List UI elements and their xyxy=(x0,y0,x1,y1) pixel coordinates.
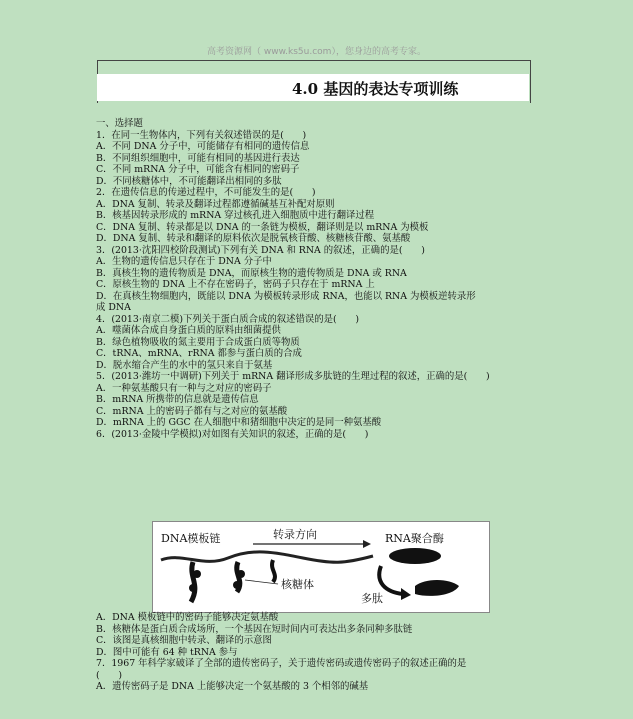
option-5b: B．mRNA 所携带的信息就是遗传信息 xyxy=(96,394,259,405)
ribosome-dot-4 xyxy=(233,581,241,589)
page-title: 4.0 基因的表达专项训练 xyxy=(292,80,459,98)
option-3b: B．真核生物的遗传物质是 DNA，而原核生物的遗传物质是 DNA 或 RNA xyxy=(96,267,407,279)
option-6b: B．核糖体是蛋白质合成场所，一个基因在短时间内可表达出多条同种多肽链 xyxy=(96,623,413,635)
option-1d: D．不同核糖体中，不可能翻译出相同的多肽 xyxy=(96,175,282,187)
section-heading: 一、选择题 xyxy=(96,118,143,129)
option-3d-cont: 成 DNA xyxy=(96,302,131,313)
option-2c: C．DNA 复制、转录都是以 DNA 的一条链为模板，翻译则是以 mRNA 为模板 xyxy=(96,221,429,233)
question-7: 7．1967 年科学家破译了全部的遗传密码子，关于遗传密码或遗传密码子的叙述正确的是 xyxy=(96,658,467,669)
question-4: 4．(2013·南京二模)下列关于蛋白质合成的叙述错误的是( ) xyxy=(96,313,360,325)
question-2: 2．在遗传信息的传递过程中，不可能发生的是( ) xyxy=(96,187,316,198)
option-1c: C．不同 mRNA 分子中，可能含有相同的密码子 xyxy=(96,164,300,175)
label-ribosome: 核糖体 xyxy=(281,578,314,591)
option-2d: D．DNA 复制、转录和翻译的原料依次是脱氧核苷酸、核糖核苷酸、氨基酸 xyxy=(96,233,411,244)
product-arrow-head xyxy=(401,588,411,600)
label-polypeptide: 多肽 xyxy=(361,592,383,605)
option-2b: B．核基因转录形成的 mRNA 穿过核孔进入细胞质中进行翻译过程 xyxy=(96,210,375,221)
question-5: 5．(2013·潍坊一中调研)下列关于 mRNA 翻译形成多肽链的生理过程的叙述，正确的是( ) xyxy=(96,371,490,382)
ribosome-dot-2 xyxy=(189,584,197,592)
option-7a: A．遗传密码子是 DNA 上能够决定一个氨基酸的 3 个相邻的碱基 xyxy=(96,681,369,692)
option-6d: D．图中可能有 64 种 tRNA 参与 xyxy=(96,646,238,658)
option-4c: C．tRNA、mRNA、rRNA 都参与蛋白质的合成 xyxy=(96,348,302,359)
question-1: 1．在同一生物体内，下列有关叙述错误的是( ) xyxy=(96,129,307,141)
option-1b: B．不同组织细胞中，可能有相同的基因进行表达 xyxy=(96,152,300,164)
mrna-strand-1 xyxy=(191,562,195,602)
ribosome-dot-1 xyxy=(193,570,201,578)
question-list-continued xyxy=(96,612,548,693)
option-4b: B．绿色植物吸收的氮主要用于合成蛋白质等物质 xyxy=(96,336,300,348)
rna-polymerase-shape xyxy=(389,548,441,564)
option-3a: A．生物的遗传信息只存在于 DNA 分子中 xyxy=(96,256,272,267)
option-6c: C．该图是真核细胞中转录、翻译的示意图 xyxy=(96,635,272,646)
dna-strand xyxy=(161,552,373,562)
page-header: 高考资源网（ www.ks5u.com），您身边的高考专家。 xyxy=(207,47,426,57)
transcription-translation-figure xyxy=(152,521,490,613)
option-2a: A．DNA 复制、转录及翻译过程都遵循碱基互补配对原则 xyxy=(96,198,335,210)
option-5c: C．mRNA 上的密码子都有与之对应的氨基酸 xyxy=(96,405,288,417)
option-5a: A．一种氨基酸只有一种与之对应的密码子 xyxy=(96,382,272,394)
label-rna-polymerase: RNA聚合酶 xyxy=(385,532,444,545)
question-3: 3．(2013·沈阳四校阶段测试)下列有关 DNA 和 RNA 的叙述，正确的是( ) xyxy=(96,244,425,256)
polypeptide-shape xyxy=(415,580,459,596)
option-4d: D．脱水缩合产生的水中的氢只来自于氨基 xyxy=(96,359,273,371)
option-6a: A．DNA 模板链中的密码子能够决定氨基酸 xyxy=(96,612,279,623)
option-5d: D．mRNA 上的 GGC 在人细胞中和猪细胞中决定的是同一种氨基酸 xyxy=(96,417,382,428)
ribosome-dot-3 xyxy=(237,570,245,578)
option-1a: A．不同 DNA 分子中，可能储存有相同的遗传信息 xyxy=(96,141,310,152)
direction-arrow-head xyxy=(363,540,371,548)
question-7-cont: ( ) xyxy=(96,669,123,681)
label-dna-template: DNA模板链 xyxy=(161,532,221,545)
question-list xyxy=(96,118,548,440)
label-transcription-direction: 转录方向 xyxy=(273,528,317,541)
mrna-strand-3 xyxy=(272,560,275,582)
option-3c: C．原核生物的 DNA 上不存在密码子，密码子只存在于 mRNA 上 xyxy=(96,279,375,290)
question-6: 6．(2013·金陵中学模拟)对如图有关知识的叙述，正确的是( ) xyxy=(96,428,369,440)
option-3d: D．在真核生物细胞内，既能以 DNA 为模板转录形成 RNA，也能以 RNA 为模板逆转录形 xyxy=(96,290,476,302)
option-4a: A．噬菌体合成自身蛋白质的原料由细菌提供 xyxy=(96,325,281,336)
